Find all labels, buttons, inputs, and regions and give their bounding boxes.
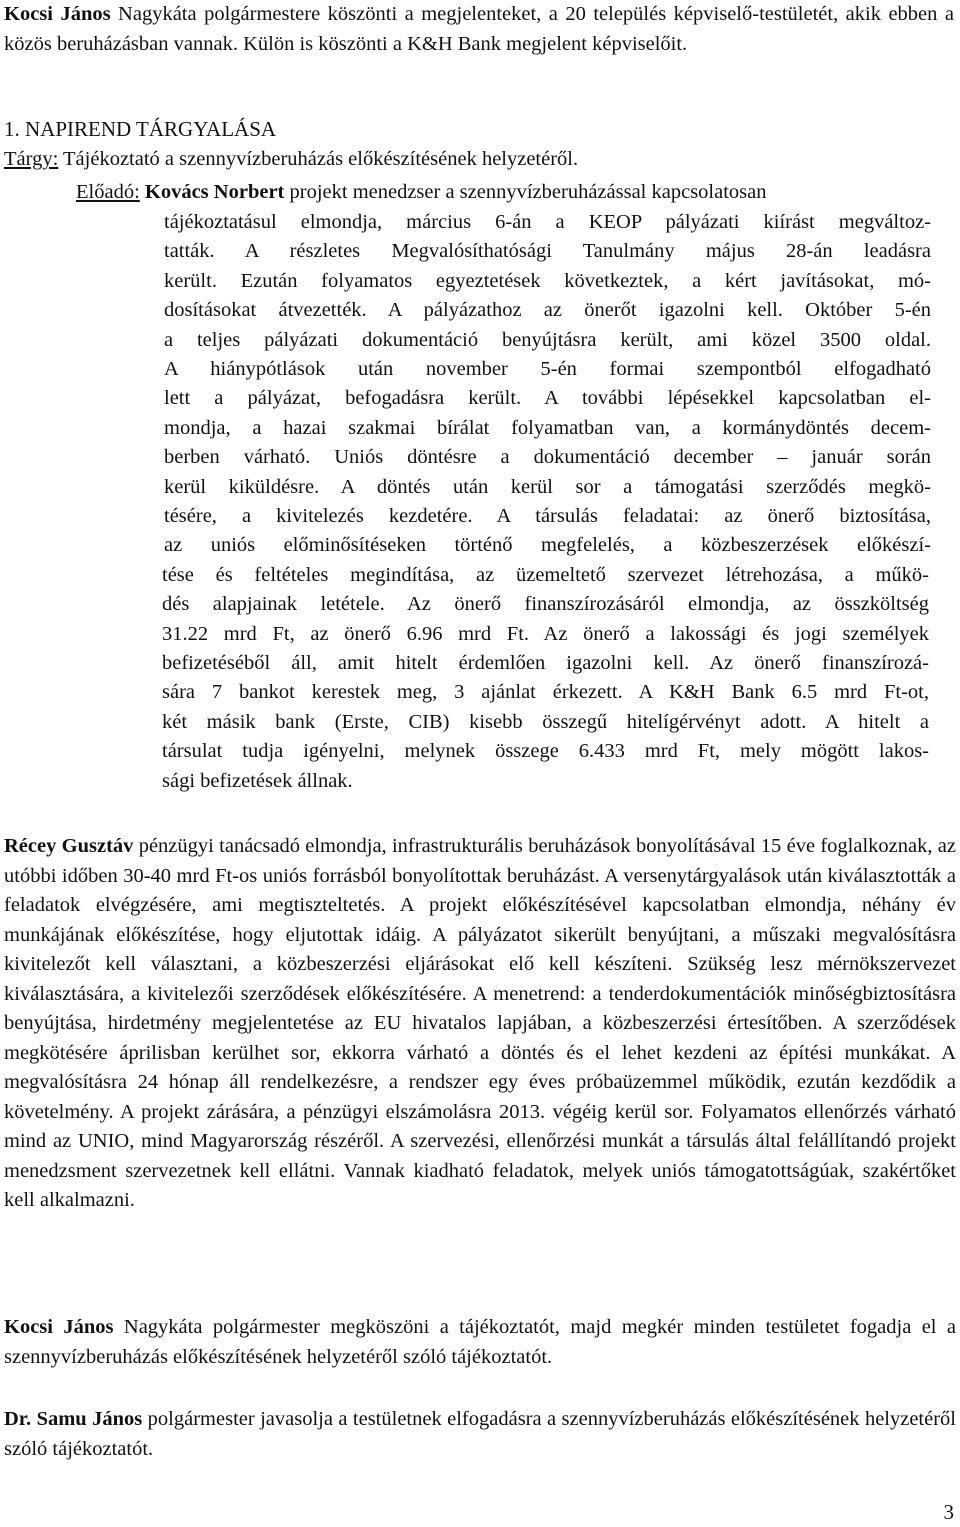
agenda-subject (4, 148, 578, 171)
subject-label: Tárgy: (4, 148, 59, 170)
report-line: tésére, a kivitelezés kezdetére. A társulás feladatai: az önerő biztosítása, (164, 505, 931, 527)
report-line: berben várható. Uniós döntésre a dokumentáció december – január során (164, 446, 931, 469)
report-line: dosításokat átvezették. A pályázathoz az önerőt igazolni kell. Október 5-én (164, 299, 931, 322)
page-number: 3 (943, 1500, 954, 1524)
recey-text: pénzügyi tanácsadó elmondja, infrastrukturális beruházások bonyolításával 15 éve foglalkoznak, az utóbbi időben 30-40 mrd Ft-os uniós forrásból bonyolítottak beruházást. A versenytárgyalások után kiválasztották a feladatok elvégzésére, ami megtiszteltetés. A projekt előkészítésével kapcsolatban elmondja, néhány év munkájának előkészítése, hogy eljutottak idáig. A pályázatot sikerült benyújtani, a műszaki megvalósításra kivitelezőt kell választani, a közbeszerzési eljárásokat elő kell készíteni. Szükség lesz mérnökszervezet kiválasztására, a kivitelezői szerződések előkészítésére. A menetrend: a tenderdokumentációk minőségbiztosításra benyújtása, hirdetmény megjelentetése az EU hivatalos lapjában, a közbeszerzési értesítőben. A szerződések megkötésére áprilisban kerülhet sor, ekkorra várható a döntés és el lehet kezdeni az építési munkákat. A megvalósításra 24 hónap áll rendelkezésre, a rendszer egy éves próbaüzemmel működik, ezután kezdődik a követelmény. A projekt zárására, a pénzügyi elszámolásra 2013. végéig kerül sor. Folyamatos ellenőrzés várható mind az UNIO, mind Magyarország részéről. A szervezési, ellenőrzési munkát a társulás által felállítandó projekt menedzsment szervezetnek kell ellátni. Vannak kiadható feladatok, melyek uniós támogatottságúak, szakértőket kell alkalmazni. (4, 835, 956, 1211)
report-line: sági befizetések állnak. (162, 769, 353, 792)
intro-text: Nagykáta polgármestere köszönti a megjelenteket, a 20 település képviselő-testületét, akik ebben a közös beruházásban vannak. Külön is köszönti a K&H Bank megjelent képviselőit. (4, 3, 954, 55)
intro-paragraph (4, 0, 954, 59)
report-line: került. Ezután folyamatos egyeztetések következtek, a kért javításokat, mó- (164, 269, 931, 292)
report-line: tése és feltételes megindítása, az üzemeltető szervezet létrehozása, a műkö- (162, 563, 929, 586)
report-line: tájékoztatásul elmondja, március 6-án a KEOP pályázati kiírást megváltoz- (164, 211, 931, 233)
report-line: dés alapjainak letétele. Az önerő finanszírozásáról elmondja, az összköltség (162, 593, 929, 616)
report-line: befizetéséből áll, amit hitelt érdemlően igazolni kell. Az önerő finanszírozá- (162, 652, 929, 674)
samu-paragraph (4, 1405, 956, 1464)
kocsi-closing-speaker: Kocsi János (4, 1316, 114, 1338)
presenter-label: Előadó: (76, 181, 140, 203)
report-line: lett a pályázat, befogadásra került. A további lépésekkel kapcsolatban el- (164, 387, 931, 410)
report-line: mondja, a hazai szakmai bírálat folyamatban van, a kormánydöntés decem- (164, 416, 931, 439)
presenter-line (76, 178, 931, 208)
report-line: a teljes pályázati dokumentáció benyújtásra került, ami közel 3500 oldal. (164, 328, 931, 351)
report-line: 31.22 mrd Ft, az önerő 6.96 mrd Ft. Az önerő a lakossági és jogi személyek (162, 622, 929, 645)
subject-text: Tájékoztató a szennyvízberuházás előkészítésének helyzetéről. (58, 148, 579, 170)
presenter-first-line: projekt menedzser a szennyvízberuházással kapcsolatosan (284, 181, 767, 203)
report-line: A hiánypótlások után november 5-én formai szempontból elfogadható (164, 358, 931, 380)
report-line: sára 7 bankot kerestek meg, 3 ajánlat érkezett. A K&H Bank 6.5 mrd Ft-ot, (162, 681, 929, 704)
kocsi-closing-paragraph (4, 1313, 956, 1372)
kocsi-closing-text: Nagykáta polgármester megköszöni a tájékoztatót, majd megkér minden testületet fogadja el a szennyvízberuházás előkészítésének helyzetéről szóló tájékoztatót. (4, 1316, 956, 1368)
report-line: két másik bank (Erste, CIB) kisebb összegű hitelígérvényt adott. A hitelt a (162, 710, 929, 733)
recey-speaker: Récey Gusztáv (4, 835, 134, 857)
intro-speaker: Kocsi János (4, 3, 111, 25)
agenda-heading: 1. NAPIREND TÁRGYALÁSA (4, 117, 277, 141)
report-line: az uniós előminősítéseken történő megfelelés, a közbeszerzések előkészí- (164, 534, 931, 557)
report-line: tatták. A részletes Megvalósíthatósági Tanulmány május 28-án leadásra (164, 240, 931, 263)
report-line: társulat tudja igényelni, melynek összege 6.433 mrd Ft, mely mögött lakos- (162, 740, 929, 763)
recey-paragraph (4, 832, 956, 1216)
presenter-name: Kovács Norbert (144, 181, 285, 203)
samu-speaker: Dr. Samu János (4, 1408, 143, 1430)
report-line: kerül kiküldésre. A döntés után kerül sor a támogatási szerződés megkö- (164, 475, 931, 498)
samu-text: polgármester javasolja a testületnek elfogadásra a szennyvízberuházás előkészítésének helyzetéről szóló tájékoztatót. (4, 1408, 957, 1460)
